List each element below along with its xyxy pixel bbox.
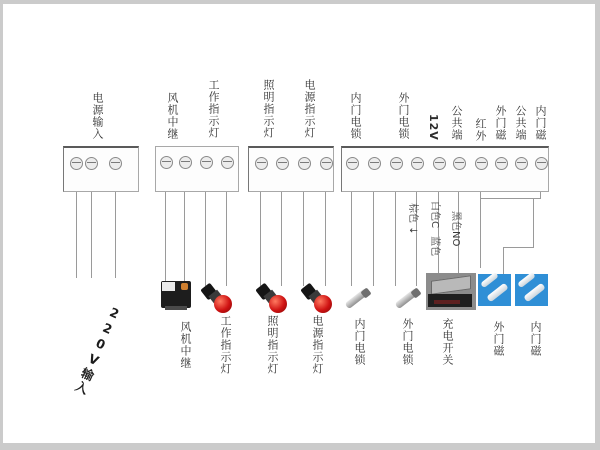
lamp-dome bbox=[314, 295, 332, 313]
screw-terminal-icon bbox=[221, 156, 234, 169]
wire bbox=[281, 192, 282, 286]
wire bbox=[325, 192, 326, 286]
wire bbox=[76, 192, 77, 278]
wire bbox=[351, 192, 352, 286]
label-infrared: 红外 bbox=[474, 118, 487, 142]
label-inner-magnet-bottom: 内门磁 bbox=[529, 321, 542, 357]
fan-relay-icon bbox=[161, 281, 191, 308]
wire bbox=[226, 192, 227, 286]
screw-terminal-icon bbox=[276, 157, 289, 170]
screw-terminal-icon bbox=[411, 157, 424, 170]
screw-terminal-icon bbox=[85, 157, 98, 170]
annotation-brown-wire bbox=[407, 203, 422, 235]
label-work-indicator-bottom: 工作指示灯 bbox=[219, 315, 232, 375]
screw-terminal-icon bbox=[255, 157, 268, 170]
screw-terminal-icon bbox=[346, 157, 359, 170]
wire bbox=[480, 192, 481, 268]
relay-coil-detail bbox=[181, 283, 188, 290]
blue-wire-label: 蓝色 bbox=[429, 236, 440, 257]
label-inner-lock: 内门电锁 bbox=[349, 92, 362, 140]
terminal-block-power-input bbox=[63, 146, 139, 192]
lighting-indicator-lamp-icon bbox=[257, 285, 287, 313]
annotation-black-no-wire bbox=[450, 211, 465, 246]
wire bbox=[115, 192, 116, 278]
wire bbox=[91, 192, 92, 278]
label-light-indicator-bottom: 照明指示灯 bbox=[266, 315, 279, 375]
terminal-block-fan-work bbox=[155, 146, 239, 192]
screw-terminal-icon bbox=[109, 157, 122, 170]
relay-top-detail bbox=[162, 282, 175, 291]
charge-switch-icon bbox=[426, 273, 476, 310]
label-12v: 12V bbox=[427, 114, 440, 141]
label-work-indicator: 工作指示灯 bbox=[207, 79, 220, 139]
label-outer-lock-bottom: 外门电锁 bbox=[401, 318, 414, 366]
screw-terminal-icon bbox=[368, 157, 381, 170]
outer-door-lock-icon bbox=[392, 285, 422, 312]
magnet-bar bbox=[517, 272, 536, 288]
screw-terminal-icon bbox=[298, 157, 311, 170]
label-outer-magnet: 外门磁 bbox=[494, 105, 507, 141]
wire bbox=[503, 247, 504, 274]
inner-door-magnet-icon bbox=[515, 274, 548, 306]
wire bbox=[533, 198, 534, 247]
screw-terminal-icon bbox=[433, 157, 446, 170]
down-arrow-icon: ↓ bbox=[407, 226, 418, 235]
terminal-block-lighting-power bbox=[248, 146, 334, 192]
label-common-1: 公共端 bbox=[450, 105, 463, 141]
label-inner-lock-bottom: 内门电锁 bbox=[353, 318, 366, 366]
label-inner-magnet: 内门磁 bbox=[534, 105, 547, 141]
wire bbox=[503, 247, 534, 248]
magnet-bar bbox=[486, 283, 508, 303]
wire bbox=[480, 198, 540, 199]
screw-terminal-icon bbox=[70, 157, 83, 170]
lamp-dome bbox=[269, 295, 287, 313]
label-common-2: 公共端 bbox=[514, 105, 527, 141]
brown-wire-label: 棕色 bbox=[407, 203, 418, 223]
wire bbox=[303, 192, 304, 286]
wire bbox=[395, 192, 396, 286]
screw-terminal-icon bbox=[160, 156, 173, 169]
label-power-input: 电源输入 bbox=[91, 92, 104, 140]
wire bbox=[184, 192, 185, 281]
charge-switch-plate bbox=[431, 275, 471, 295]
label-outer-lock: 外门电锁 bbox=[397, 92, 410, 140]
screw-terminal-icon bbox=[475, 157, 488, 170]
wire bbox=[260, 192, 261, 286]
label-charge-switch-bottom: 充电开关 bbox=[441, 318, 454, 366]
label-power-indicator-bottom: 电源指示灯 bbox=[311, 315, 324, 375]
label-power-indicator: 电源指示灯 bbox=[303, 79, 316, 139]
wire bbox=[165, 192, 166, 281]
diagram-paper bbox=[3, 4, 595, 443]
screw-terminal-icon bbox=[535, 157, 548, 170]
wire bbox=[205, 192, 206, 286]
screw-terminal-icon bbox=[200, 156, 213, 169]
white-c-wire-label: 白色C bbox=[429, 201, 440, 228]
magnet-bar bbox=[523, 283, 545, 303]
screw-terminal-icon bbox=[515, 157, 528, 170]
black-no-wire-label: 黑色NO bbox=[450, 211, 461, 247]
screw-terminal-icon bbox=[453, 157, 466, 170]
screw-terminal-icon bbox=[179, 156, 192, 169]
label-fan-relay-bottom: 风机中继 bbox=[179, 321, 192, 369]
lamp-dome bbox=[214, 295, 232, 313]
screw-terminal-icon bbox=[320, 157, 333, 170]
wire bbox=[540, 192, 541, 199]
relay-base-detail bbox=[165, 306, 187, 310]
inner-door-lock-icon bbox=[342, 285, 372, 312]
power-indicator-lamp-icon bbox=[302, 285, 332, 313]
screw-terminal-icon bbox=[495, 157, 508, 170]
terminal-block-locks-sensors bbox=[341, 146, 549, 192]
label-220v-input: 220V输入 bbox=[71, 302, 125, 398]
screw-terminal-icon bbox=[390, 157, 403, 170]
wire bbox=[373, 192, 374, 286]
work-indicator-lamp-icon bbox=[202, 285, 232, 313]
label-light-indicator: 照明指示灯 bbox=[262, 79, 275, 139]
magnet-bar bbox=[480, 272, 499, 288]
label-outer-magnet-bottom: 外门磁 bbox=[492, 321, 505, 357]
charge-switch-slit bbox=[434, 300, 460, 304]
annotation-white-blue-wire bbox=[429, 201, 444, 256]
label-fan-relay: 风机中继 bbox=[166, 92, 179, 140]
outer-door-magnet-icon bbox=[478, 274, 511, 306]
